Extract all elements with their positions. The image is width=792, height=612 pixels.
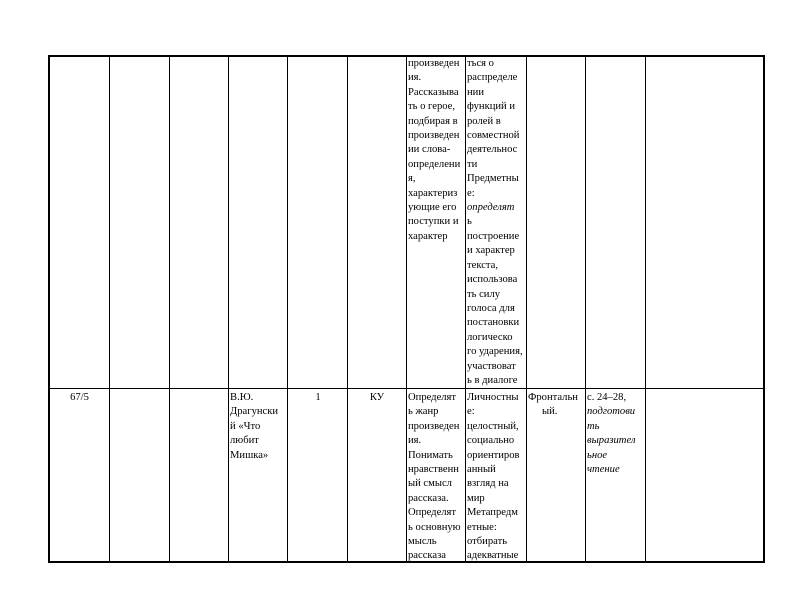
row2-homework: с. 24–28, подготови ть выразител ьное чтение	[587, 392, 636, 476]
col-border	[465, 55, 466, 563]
col-border	[287, 55, 288, 563]
row1-tasks: произведен ия. Рассказыва ть о герое, подбирая в произведен ии слова- определени я, характериз ующие его поступки и характер	[408, 58, 461, 242]
col-border	[585, 55, 586, 563]
col-border	[763, 55, 765, 563]
lesson-plan-table	[48, 55, 765, 563]
col-border	[406, 55, 407, 563]
col-border	[228, 55, 229, 563]
row2-control: Фронтальн ый.	[528, 392, 578, 418]
row2-hours: 1	[315, 392, 321, 403]
col-border	[347, 55, 348, 563]
row2-topic: В.Ю. Драгунски й «Что любит Мишка»	[230, 392, 279, 461]
col-border	[48, 55, 50, 563]
row1-uud: ться о распределе нии функций и ролей в совместной деятельнос ти Предметны е: определят ь построение и характер текста, использова ть силу голоса для постановки логическо го ударения, участвоват ь в диалоге	[467, 58, 523, 386]
row2-number: 67/5	[70, 392, 89, 403]
col-border	[169, 55, 170, 563]
row2-lesson-type: КУ	[369, 392, 385, 403]
col-border	[526, 55, 527, 563]
col-border	[645, 55, 646, 563]
row2-uud: Личностны е: целостный, социально ориентиров анный взгляд на мир Метапредм етные: отбирать адекватные	[467, 392, 520, 562]
row2-tasks: Определят ь жанр произведен ия. Понимать нравственн ый смысл рассказа. Определят ь основную мысль рассказа	[408, 392, 461, 562]
col-border	[109, 55, 110, 563]
